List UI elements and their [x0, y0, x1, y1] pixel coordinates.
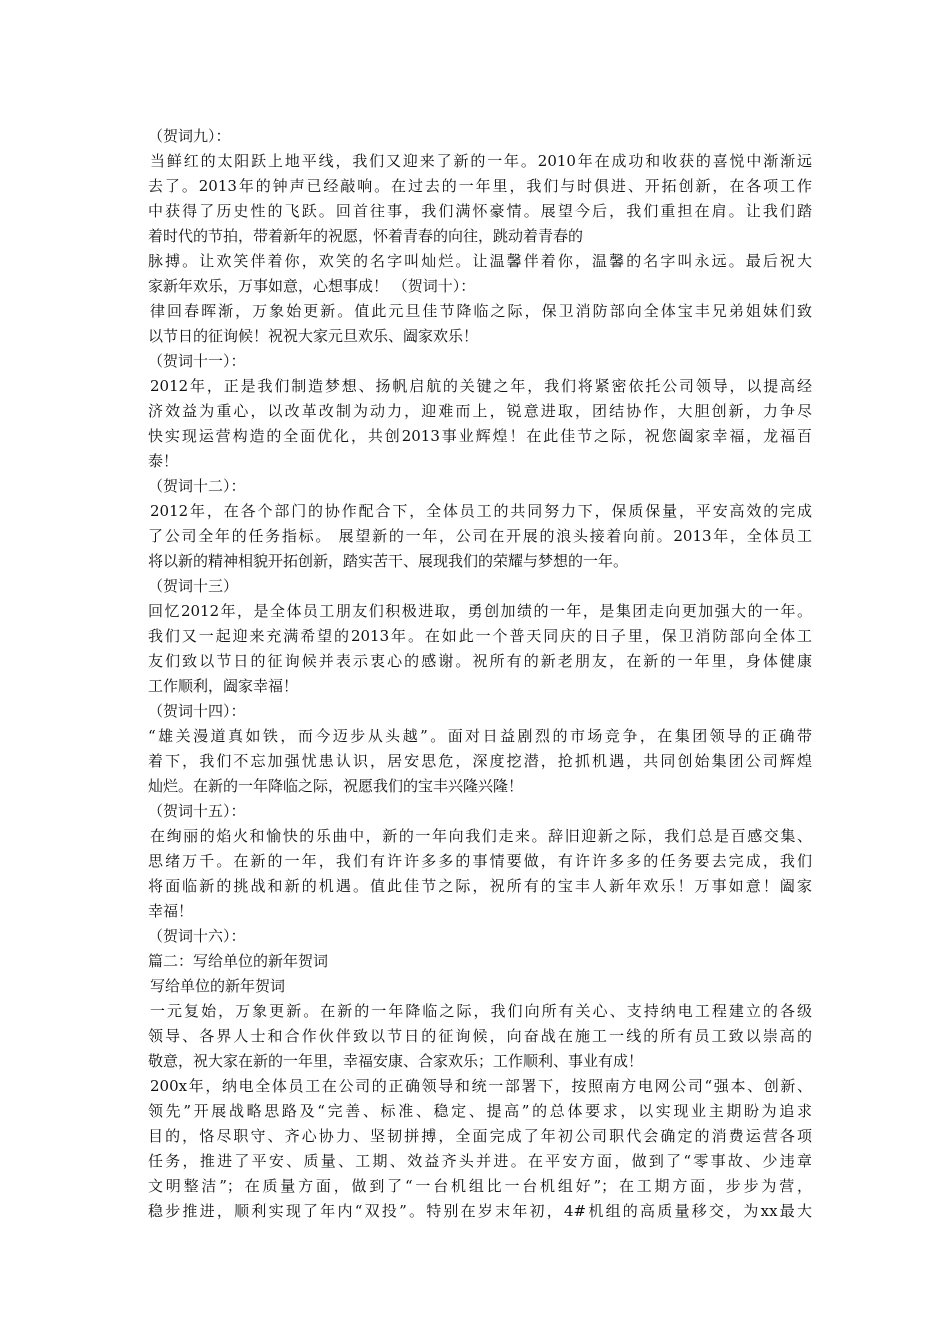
paragraph-line: 灿烂。在新的一年降临之际，祝愿我们的宝丰兴隆兴隆！	[148, 777, 524, 795]
document-body	[148, 124, 812, 1224]
paragraph-line: 我们又一起迎来充满希望的2013年。在如此一个普天同庆的日子里，保卫消防部向全体工	[148, 627, 812, 645]
paragraph-line: 在绚丽的焰火和愉快的乐曲中，新的一年向我们走来。辞旧迎新之际，我们总是百感交集、	[150, 827, 812, 845]
paragraph-line: 将以新的精神相貌开拓创新，踏实苦干、展现我们的荣耀与梦想的一年。	[148, 552, 629, 570]
paragraph-line: 思绪万千。在新的一年，我们有许许多多的事情要做，有许许多多的任务要去完成，我们	[148, 852, 812, 870]
paragraph-line: 领先”开展战略思路及“完善、标准、稳定、提高”的总体要求，以实现业主期盼为追求	[148, 1102, 812, 1120]
paragraph-line: “雄关漫道真如铁，而今迈步从头越”。面对日益剧烈的市场竞争，在集团领导的正确带	[148, 727, 812, 745]
paragraph-line: 家新年欢乐，万事如意，心想事成！ （贺词十）：	[148, 277, 476, 295]
paragraph-line: 泰！	[148, 452, 179, 470]
paragraph-line: 工作顺利，阖家幸福！	[148, 677, 299, 695]
section-title: 篇二：写给单位的新年贺词	[148, 952, 329, 970]
subsection-title: 写给单位的新年贺词	[150, 977, 286, 995]
paragraph-line: 当鲜红的太阳跃上地平线，我们又迎来了新的一年。2010年在成功和收获的喜悦中渐渐远	[150, 152, 812, 170]
heading-greeting-11: （贺词十一）：	[148, 352, 246, 370]
paragraph-line: 友们致以节日的征询候并表示衷心的感谢。祝所有的新老朋友，在新的一年里，身体健康	[148, 652, 812, 670]
paragraph-line: 任务，推进了平安、质量、工期、效益齐头并进。在平安方面，做到了“零事故、少违章	[148, 1152, 812, 1170]
paragraph-line: 以节日的征询候！祝祝大家元旦欢乐、阖家欢乐！	[148, 327, 479, 345]
paragraph-line: 文明整洁”；在质量方面，做到了“一台机组比一台机组好”；在工期方面，步步为营，	[148, 1177, 812, 1195]
paragraph-line: 幸福！	[148, 902, 194, 920]
paragraph-line: 稳步推进，顺利实现了年内“双投”。特别在岁末年初，4#机组的高质量移交，为xx最大	[148, 1202, 812, 1220]
paragraph-line: 快实现运营构造的全面优化，共创2013事业辉煌！在此佳节之际，祝您阖家幸福，龙福百	[148, 427, 812, 445]
paragraph-line: 律回春晖渐，万象始更新。值此元旦佳节降临之际，保卫消防部向全体宝丰兄弟姐妹们致	[150, 302, 812, 320]
paragraph-line: 2012年，在各个部门的协作配合下，全体员工的共同努力下，保质保量，平安高效的完成	[150, 502, 812, 520]
paragraph-line: 着时代的节拍，带着新年的祝愿，怀着青春的向往，跳动着青春的	[148, 227, 584, 245]
heading-greeting-12: （贺词十二）：	[148, 477, 246, 495]
paragraph-line: 回忆2012年，是全体员工朋友们积极进取，勇创加绩的一年，是集团走向更加强大的一年。	[148, 602, 812, 620]
paragraph-line: 2012年，正是我们制造梦想、扬帆启航的关键之年，我们将紧密依托公司领导，以提高经	[150, 377, 812, 395]
paragraph-line: 200x年，纳电全体员工在公司的正确领导和统一部署下，按照南方电网公司“强本、创新、	[150, 1077, 812, 1095]
paragraph-line: 敬意，祝大家在新的一年里，幸福安康、合家欢乐；工作顺利、事业有成！	[148, 1052, 644, 1070]
paragraph-line: 济效益为重心，以改革改制为动力，迎难而上，锐意进取，团结协作，大胆创新，力争尽	[148, 402, 812, 420]
heading-greeting-9: （贺词九）：	[148, 127, 231, 145]
paragraph-line: 中获得了历史性的飞跃。回首往事，我们满怀豪情。展望今后，我们重担在肩。让我们踏	[148, 202, 812, 220]
heading-greeting-16: （贺词十六）：	[148, 927, 246, 945]
paragraph-line: 去了。2013年的钟声已经敲响。在过去的一年里，我们与时俱进、开拓创新，在各项工作	[148, 177, 812, 195]
paragraph-line: 将面临新的挑战和新的机遇。值此佳节之际，祝所有的宝丰人新年欢乐！万事如意！阖家	[148, 877, 812, 895]
paragraph-line: 领导、各界人士和合作伙伴致以节日的征询候，向奋战在施工一线的所有员工致以崇高的	[148, 1027, 812, 1045]
paragraph-line: 了公司全年的任务指标。 展望新的一年，公司在开展的浪头接着向前。2013年，全体员工	[148, 527, 812, 545]
paragraph-line: 着下，我们不忘加强忧患认识，居安思危，深度挖潜，抢抓机遇，共同创始集团公司辉煌	[148, 752, 812, 770]
paragraph-line: 脉搏。让欢笑伴着你，欢笑的名字叫灿烂。让温馨伴着你，温馨的名字叫永远。最后祝大	[148, 252, 812, 270]
paragraph-line: 目的，恪尽职守、齐心协力、坚韧拼搏，全面完成了年初公司职代会确定的消费运营各项	[148, 1127, 812, 1145]
heading-greeting-13: （贺词十三）	[148, 577, 239, 595]
heading-greeting-14: （贺词十四）：	[148, 702, 246, 720]
paragraph-line: 一元复始，万象更新。在新的一年降临之际，我们向所有关心、支持纳电工程建立的各级	[150, 1002, 812, 1020]
heading-greeting-15: （贺词十五）：	[148, 802, 246, 820]
